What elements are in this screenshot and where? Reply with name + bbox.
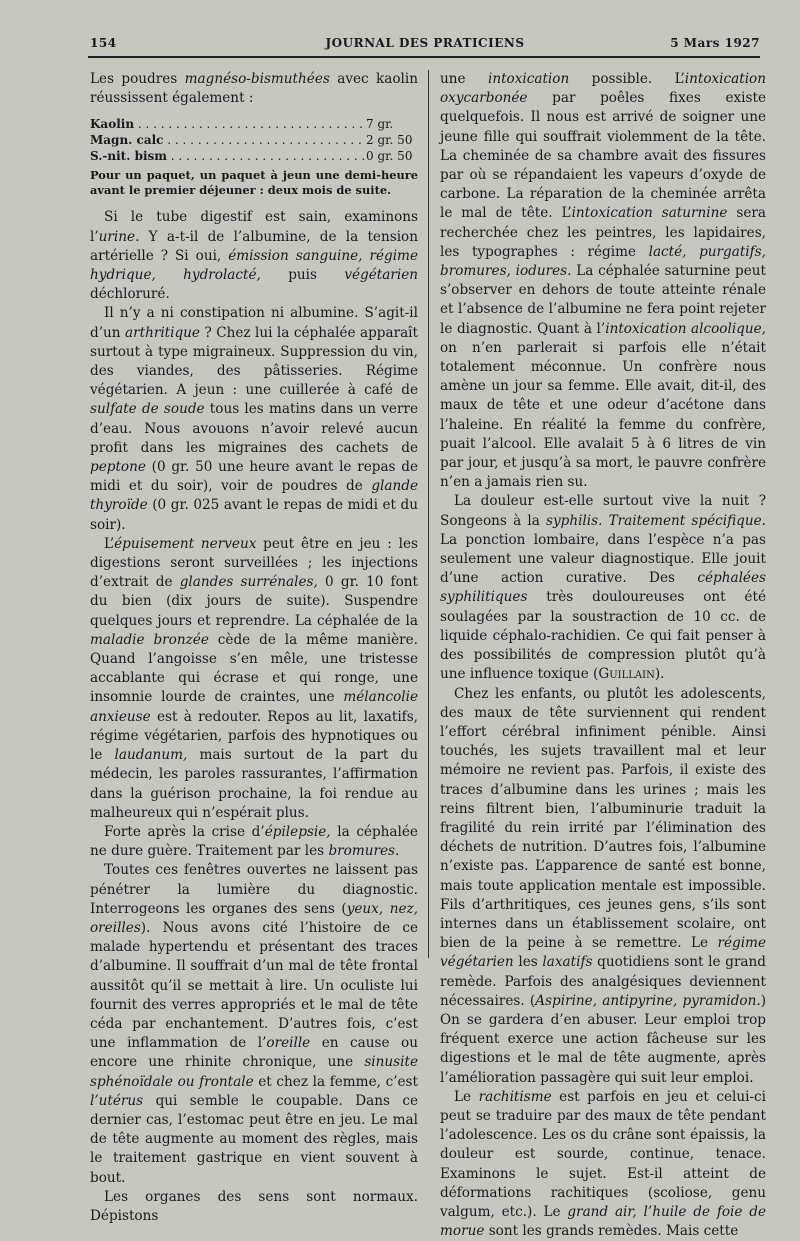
prescription-item: Magn. calc . . . 2 gr. 50: [90, 132, 418, 148]
right-column: [440, 70, 766, 1241]
paragraph: Il n’y a ni constipation ni albumine. S’agit-il d’un arthritique ? Chez lui la céphalée apparaît surtout à type migraineux. Suppression du vin, des viandes, des pâtisseries. Régime végétarien. A jeun : une cuillerée à café de sulfate de soude tous les matins dans un verre d’eau. Nous avouons n’avoir relevé aucun profit dans les migraines des cachets de peptone (0 gr. 50 une heure avant le repas de midi et du soir), voir de poudres de glande thyroïde (0 gr. 025 avant le repas de midi et du soir).: [90, 305, 418, 533]
running-header: [90, 36, 760, 54]
paragraph: Le rachitisme est parfois en jeu et celui-ci peut se traduire par des maux de tête pendant l’adolescence. Les os du crâne sont épaissis, la douleur est sourde, continue, tenace. Examinons le sujet. Est-il atteint de déformations rachitiques (scoliose, genu valgum, etc.). Le grand air, l’huile de foie de morue sont les grands remèdes. Mais cette: [440, 1088, 766, 1240]
issue-date: 5 Mars 1927: [670, 36, 760, 50]
dosage-note: Pour un paquet, un paquet à jeun une demi-heure avant le premier déjeuner : deux mois de suite.: [90, 168, 418, 198]
journal-title: JOURNAL DES PRATICIENS: [325, 36, 525, 50]
column-divider: [428, 70, 429, 958]
left-column: [90, 70, 418, 1226]
prescription-item: Kaolin . . . 7 gr.: [90, 116, 418, 132]
paragraph: Toutes ces fenêtres ouvertes ne laissent pas pénétrer la lumière du diagnostic. Interrogeons les organes des sens (yeux, nez, oreilles). Nous avons cité l’histoire de ce malade hypertendu et présentant des traces d’albumine. Il souffrait d’un mal de tête frontal aussitôt qu’il se mettait à lire. Un oculiste lui fournit des verres appropriés et le mal de tête céda par enchantement. D’autres fois, c’est une inflammation de l’oreille en cause ou encore une rhinite chronique, une sinusite sphénoïdale ou frontale et chez la femme, c’est l’utérus qui semble le coupable. Dans ce dernier cas, l’estomac peut être en jeu. Le mal de tête augmente au moment des règles, mais le traitement gastrique en vient souvent à bout.: [90, 862, 419, 1186]
page-number: 154: [90, 36, 117, 50]
paragraph: La douleur est-elle surtout vive la nuit ? Songeons à la syphilis. Traitement spécifique. La ponction lombaire, dans l’espèce n’a pas seulement une valeur diagnostique. Elle jouit d’une action curative. Des céphalées syphilitiques très douloureuses ont été soulagées par la soustraction de 10 cc. de liquide céphalo-rachidien. Ce qui fait penser à des possibilités de compression plutôt qu’à une influence toxique (Guillain).: [440, 493, 766, 683]
paragraph: Si le tube digestif est sain, examinons l’urine. Y a-t-il de l’albumine, de la tension artérielle ? Si oui, émission sanguine, régime hydrique, hydrolacté, puis végétarien déchloruré.: [90, 209, 418, 303]
paragraph: Forte après la crise d’épilepsie, la céphalée ne dure guère. Traitement par les bromures.: [90, 823, 418, 860]
paragraph: Chez les enfants, ou plutôt les adolescents, des maux de tête surviennent qui rendent l’effort cérébral infiniment pénible. Ainsi touchés, les sujets travaillent mal et leur mémoire ne revient pas. Parfois, il existe des traces d’albumine dans les urines ; mais les reins filtrent bien, l’albuminurie traduit la fragilité du rein irrité par l’élimination des déchets de nutrition. D’autres fois, l’albumine n’existe pas. L’apparence de santé est bonne, mais toute application mentale est impossible. Fils d’arthritiques, ces jeunes gens, s’ils sont internes dans un établissement scolaire, ont bien de la peine à se remettre. Le régime végétarien les laxatifs quotidiens sont le grand remède. Parfois des analgésiques deviennent nécessaires. (Aspirine, antipyrine, pyramidon.) On se gardera d’en abuser. Leur emploi trop fréquent exerce une action fâcheuse sur les digestions et le mal de tête augmente, après l’amélioration passagère qui suit leur emploi.: [440, 685, 767, 1086]
paragraph: Les poudres magnéso-bismuthées avec kaolin réussissent également :: [90, 71, 418, 107]
paragraph: L’épuisement nerveux peut être en jeu : les digestions seront surveillées ; les injections d’extrait de glandes surrénales, 0 gr. 10 font du bien (dix jours de suite). Suspendre quelques jours et reprendre. La céphalée de la maladie bronzée cède de la même manière. Quand l’angoisse s’en mêle, une tristesse accablante qui écrase et qui ronge, une insomnie lourde de craintes, une mélancolie anxieuse est à redouter. Repos au lit, laxatifs, régime végétarien, parfois des hypnotiques ou le laudanum, mais surtout de la part du médecin, les paroles rassurantes, l’affirmation dans la guérison prochaine, la foi rendue au malheureux qui n’espérait plus.: [90, 535, 419, 821]
paragraph: Les organes des sens sont normaux. Dépistons: [90, 1188, 418, 1224]
paragraph: une intoxication possible. L’intoxication oxycarbonée par poêles fixes existe quelquefois. Il nous est arrivé de soigner une jeune fille qui souffrait violemment de la tête. La cheminée de sa chambre avait des fissures par où se répandaient les vapeurs d’oxyde de carbone. La réparation de la cheminée arrêta le mal de tête. L’intoxication saturnine sera recherchée chez les peintres, les lapidaires, les typographes : régime lacté, purgatifs, bromures, iodures. La céphalée saturnine peut s’observer en dehors de toute atteinte rénale et l’absence de l’albumine ne fera point rejeter le diagnostic. Quant à l’intoxication alcoolique, on n’en parlerait si parfois elle n’était totalement méconnue. Un confrère nous amène un jour sa femme. Elle avait, dit-il, des maux de tête et une odeur d’acétone dans l’haleine. En réalité la femme du confrère, puait l’alcool. Elle avalait 5 à 6 litres de vin par jour, et jusqu’à sa mort, le pauvre confrère n’en a jamais rien su.: [440, 71, 766, 491]
prescription-item: S.-nit. bism . . . 0 gr. 50: [90, 148, 418, 164]
prescription-list: [90, 116, 418, 164]
header-rule: [88, 56, 760, 58]
